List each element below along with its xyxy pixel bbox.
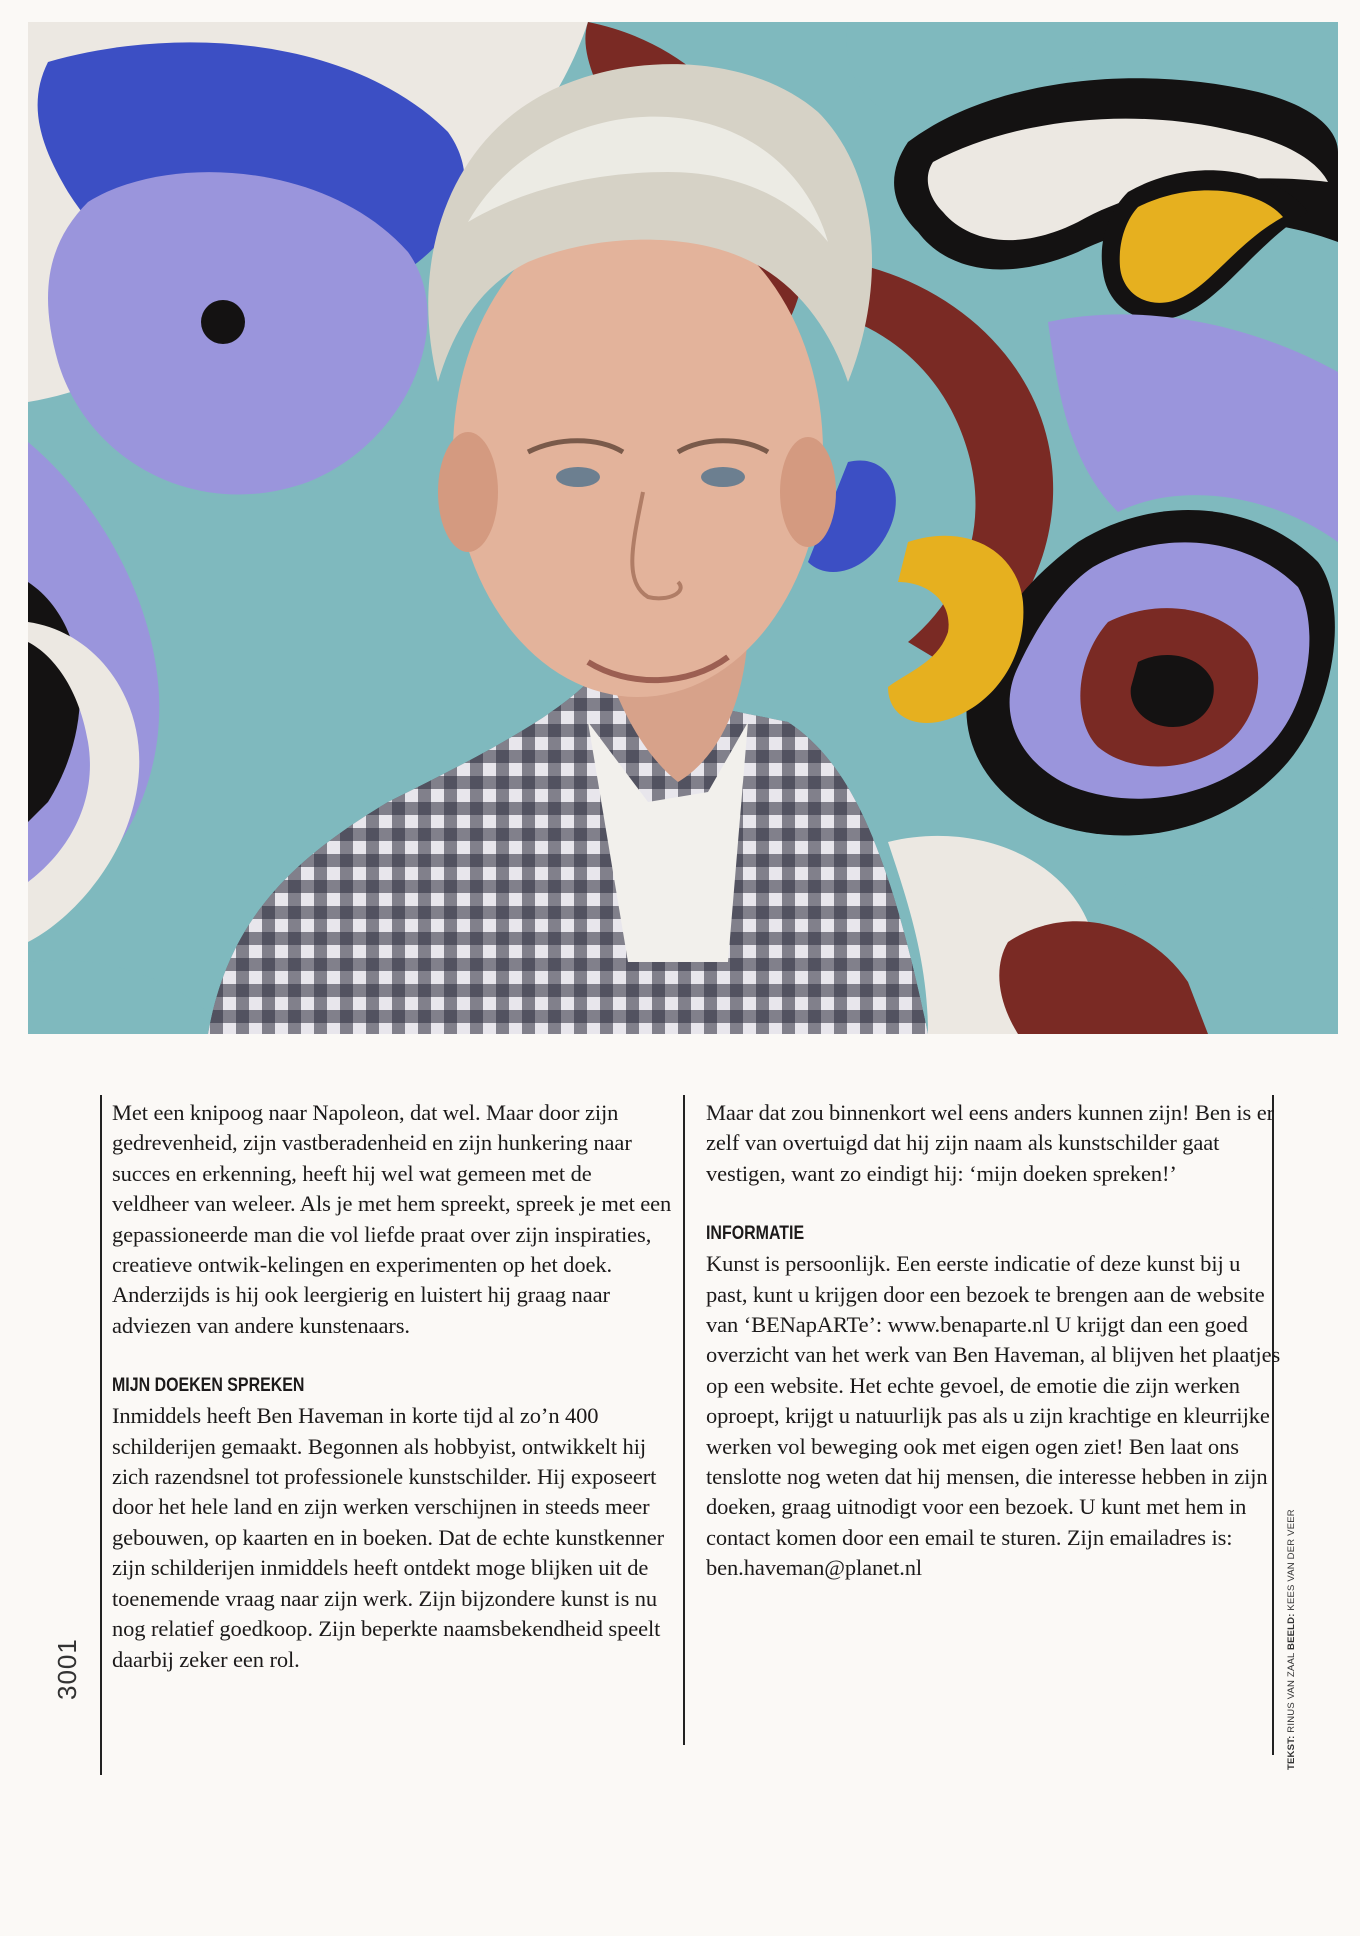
left-body-paragraph: Inmiddels heeft Ben Haveman in korte tijd al zo’n 400 schilderijen gemaakt. Begonnen als hobbyist, ontwikkelt hij zich razendsnel tot professionele kunstschilder. Hij exposeert door het hele land en zijn werken verschijnen in steeds meer gebouwen, op kaarten en in boeken. Dat de echte kunstkenner zijn schilderijen inmiddels heeft ontdekt moge blijken uit de toenemende vraag naar zijn werk. Zijn bijzondere kunst is nu nog relatief goedkoop. Zijn beperkte naamsbekendheid speelt daarbij zeker een rol.: [112, 1403, 665, 1672]
credit-text-label: TEKST:: [1286, 1735, 1297, 1770]
credit-text-author: RINUS VAN ZAAL: [1286, 1652, 1297, 1733]
heading-mijn-doeken-spreken: MIJN DOEKEN SPREKEN: [112, 1375, 305, 1397]
portrait-photo: [28, 22, 1338, 1034]
article-left-column: [112, 1098, 672, 1675]
credit-image-label: BEELD:: [1286, 1613, 1297, 1650]
column-rule-left: [100, 1095, 102, 1775]
column-rule-middle: [683, 1095, 685, 1745]
credit-image-author: KEES VAN DER VEER: [1286, 1509, 1297, 1611]
right-intro-paragraph: Maar dat zou binnenkort wel eens anders kunnen zijn! Ben is er zelf van overtuigd dat hij zijn naam als kunstschilder gaat vestigen, want zo eindigt hij: ‘mijn doeken spreken!’: [706, 1100, 1274, 1186]
page-number: 3001: [52, 1638, 82, 1700]
article-right-column: [706, 1098, 1286, 1584]
left-intro-paragraph: Met een knipoog naar Napoleon, dat wel. Maar door zijn gedrevenheid, zijn vastberadenheid en zijn hunkering naar succes en erkenning, heeft hij wel wat gemeen met de veldheer van weleer. Als je met hem spreekt, spreek je met een gepassioneerde man die vol liefde praat over zijn inspiraties, creatieve ontwik-kelingen en experimenten op het doek. Anderzijds is hij ook leergierig en luistert hij graag naar adviezen van andere kunstenaars.: [112, 1100, 672, 1338]
right-body-paragraph: Kunst is persoonlijk. Een eerste indicatie of deze kunst bij u past, kunt u krijgen door een bezoek te brengen aan de website van ‘BENapARTe’: www.benaparte.nl U krijgt dan een goed overzicht van het werk van Ben Haveman, al blijven het plaatjes op een website. Het echte gevoel, de emotie die zijn werken oproept, krijgt u natuurlijk pas als u zijn krachtige en kleurrijke werken vol beweging ook met eigen ogen ziet! Ben laat ons tenslotte nog weten dat hij mensen, die interesse hebben in zijn doeken, graag uitnodigt voor een bezoek. U kunt met hem in contact komen door een email te sturen. Zijn emailadres is: ben.haveman@planet.nl: [706, 1251, 1281, 1581]
photo-credit: [1286, 1509, 1297, 1770]
heading-informatie: INFORMATIE: [706, 1223, 805, 1245]
painting-background-and-portrait: [28, 22, 1338, 1034]
